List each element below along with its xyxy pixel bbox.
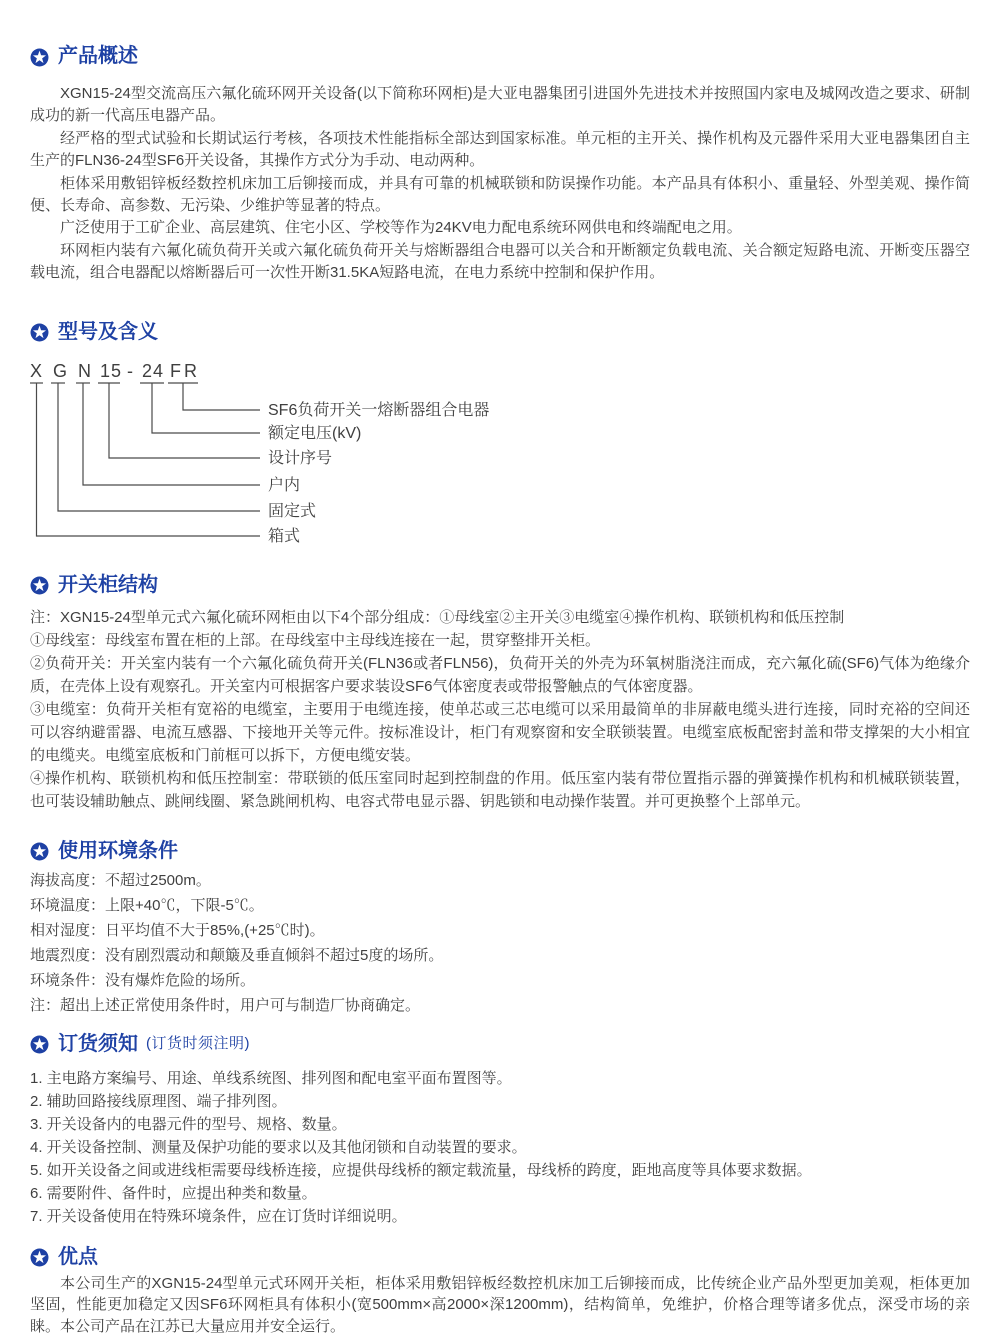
section-title: 订货须知: [58, 1032, 138, 1055]
model-char: 15: [100, 360, 123, 381]
structure-item: ④操作机构、联锁机构和低压控制室：带联锁的低压室同时起到控制盘的作用。低压室内装有带位置指示器的弹簧操作机构和机械联锁装置，也可装设辅助触点、跳闸线圈、紧急跳闸机构、电容式带电显示器、钥匙锁和电动操作装置。并可更换整个上部单元。: [30, 769, 970, 810]
model-char: 24: [142, 360, 165, 381]
section-model-heading: [30, 318, 970, 346]
model-connector-line: [37, 383, 261, 536]
model-char: G: [53, 360, 69, 381]
model-label: 箱式: [268, 527, 301, 545]
environment-line: 地震烈度：没有剧烈震动和颠簸及垂直倾斜不超过5度的场所。: [30, 946, 444, 964]
model-label: 设计序号: [268, 449, 333, 467]
model-char: F: [170, 360, 182, 381]
advantages-paragraph: 本公司生产的XGN15-24型单元式环网开关柜，柜体采用敷铝锌板经数控机床加工后铆接而成，比传统企业产品外型更加美观，柜体更加坚固，性能更加稳定又因SF6环网柜具有体积小(宽500mm×高2000×深1200mm)，结构简单，免维护，价格合理等诸多优点，深受市场的亲睐。本公司产品在江苏已大量应用并安全运行。: [30, 1274, 970, 1335]
ordering-item: 7. 开关设备使用在特殊环境条件，应在订货时详细说明。: [30, 1207, 407, 1225]
section-structure-heading: [30, 571, 970, 599]
environment-line: 相对湿度：日平均值不大于85%,(+25℃时)。: [30, 921, 325, 939]
circled-star-icon: [30, 841, 49, 860]
ordering-item: 2. 辅助回路接线原理图、端子排列图。: [30, 1092, 287, 1110]
section-overview-heading: [30, 42, 970, 70]
structure-item: ①母线室：母线室布置在柜的上部。在母线室中主母线连接在一起，贯穿整排开关柜。: [30, 631, 601, 649]
ordering-item: 4. 开关设备控制、测量及保护功能的要求以及其他闭锁和自动装置的要求。: [30, 1138, 527, 1156]
section-advantages-heading: [30, 1243, 970, 1271]
overview-paragraph: 经严格的型式试验和长期试运行考核，各项技术性能指标全部达到国家标准。单元柜的主开关、操作机构及元器件采用大亚电器集团自主生产的FLN36-24型SF6开关设备，其操作方式分为手动、电动两种。: [30, 129, 970, 170]
structure-note: 注：XGN15-24型单元式六氟化硫环网柜由以下4个部分组成：①母线室②主开关③电缆室④操作机构、联锁机构和低压控制: [30, 608, 845, 626]
overview-paragraph: 环网柜内装有六氟化硫负荷开关或六氟化硫负荷开关与熔断器组合电器可以关合和开断额定负载电流、关合额定短路电流、开断变压器空载电流，组合电器配以熔断器后可一次性开断31.5KA短路电流，在电力系统中控制和保护作用。: [30, 241, 970, 282]
overview-paragraph: 柜体采用敷铝锌板经数控机床加工后铆接而成，并具有可靠的机械联锁和防误操作功能。本产品具有体积小、重量轻、外型美观、操作简便、长寿命、高参数、无污染、少维护等显著的特点。: [30, 174, 970, 215]
environment-line: 海拔高度：不超过2500m。: [30, 871, 211, 889]
model-connector-line: [109, 383, 260, 458]
section-title: 优点: [58, 1245, 98, 1268]
model-connector-line: [58, 383, 260, 511]
overview-paragraph: XGN15-24型交流高压六氟化硫环网开关设备(以下简称环网柜)是大亚电器集团引进国外先进技术并按照国内家电及城网改造之要求、研制成功的新一代高压电器产品。: [30, 85, 970, 125]
model-char: N: [78, 360, 92, 381]
section-subtitle: (订货时须注明): [146, 1034, 250, 1052]
section-environment: [30, 837, 970, 1018]
circled-star-icon: [30, 575, 49, 594]
model-char: R: [184, 360, 198, 381]
section-title: 产品概述: [58, 45, 138, 67]
environment-line: 环境温度：上限+40℃，下限-5℃。: [30, 896, 264, 914]
model-label: 额定电压(kV): [268, 424, 362, 442]
environment-line: 环境条件：没有爆炸危险的场所。: [30, 971, 256, 989]
structure-item: ③电缆室：负荷开关柜有宽裕的电缆室，主要用于电缆连接，使单芯或三芯电缆可以采用最简单的非屏蔽电缆头进行连接，同时充裕的空间还可以容纳避雷器、电流互感器、下接地开关等元件。按标准设计，柜门有观察窗和安全联锁装置。电缆室底板配密封盖和带支撑架的大小相宜的电缆夹。电缆室底板和门前框可以拆下，方便电缆安装。: [30, 700, 970, 764]
section-title: 使用环境条件: [58, 839, 178, 862]
circled-star-icon: [30, 1034, 49, 1053]
ordering-item: 6. 需要附件、备件时，应提出种类和数量。: [30, 1184, 317, 1202]
ordering-item: 5. 如开关设备之间或进线柜需要母线桥连接，应提供母线桥的额定载流量，母线桥的跨度，距地高度等具体要求数据。: [30, 1161, 812, 1179]
model-label: SF6负荷开关一熔断器组合电器: [268, 401, 490, 419]
environment-line: 注：超出上述正常使用条件时，用户可与制造厂协商确定。: [30, 996, 421, 1014]
section-title: 开关柜结构: [58, 573, 158, 596]
section-model-designation: [30, 318, 970, 556]
model-label: 户内: [268, 476, 301, 494]
model-char: -: [127, 360, 134, 381]
ordering-item: 1. 主电路方案编号、用途、单线系统图、排列图和配电室平面布置图等。: [30, 1069, 512, 1087]
circled-star-icon: [30, 1247, 49, 1266]
model-connector-line: [152, 383, 260, 433]
model-char: X: [30, 360, 44, 381]
section-structure: [30, 571, 970, 813]
circled-star-icon: [30, 47, 49, 66]
circled-star-icon: [30, 322, 49, 341]
section-overview: [30, 42, 970, 285]
ordering-item: 3. 开关设备内的电器元件的型号、规格、数量。: [30, 1115, 347, 1133]
section-environment-heading: [30, 837, 970, 865]
section-title: 型号及含义: [58, 320, 158, 343]
structure-item: ②负荷开关：开关室内装有一个六氟化硫负荷开关(FLN36或者FLN56)，负荷开关的外壳为环氧树脂浇注而成，充六氟化硫(SF6)气体为绝缘介质，在壳体上设有观察孔。开关室内可根据客户要求装设SF6气体密度表或带报警触点的气体密度器。: [30, 654, 970, 695]
model-label: 固定式: [268, 502, 317, 520]
model-designation-diagram: [30, 361, 730, 551]
section-ordering-heading: [30, 1030, 970, 1058]
overview-paragraph: 广泛使用于工矿企业、高层建筑、住宅小区、学校等作为24KV电力配电系统环网供电和终端配电之用。: [60, 219, 742, 237]
section-advantages: [30, 1243, 970, 1337]
model-connector-line: [183, 383, 260, 410]
section-ordering: [30, 1030, 970, 1228]
